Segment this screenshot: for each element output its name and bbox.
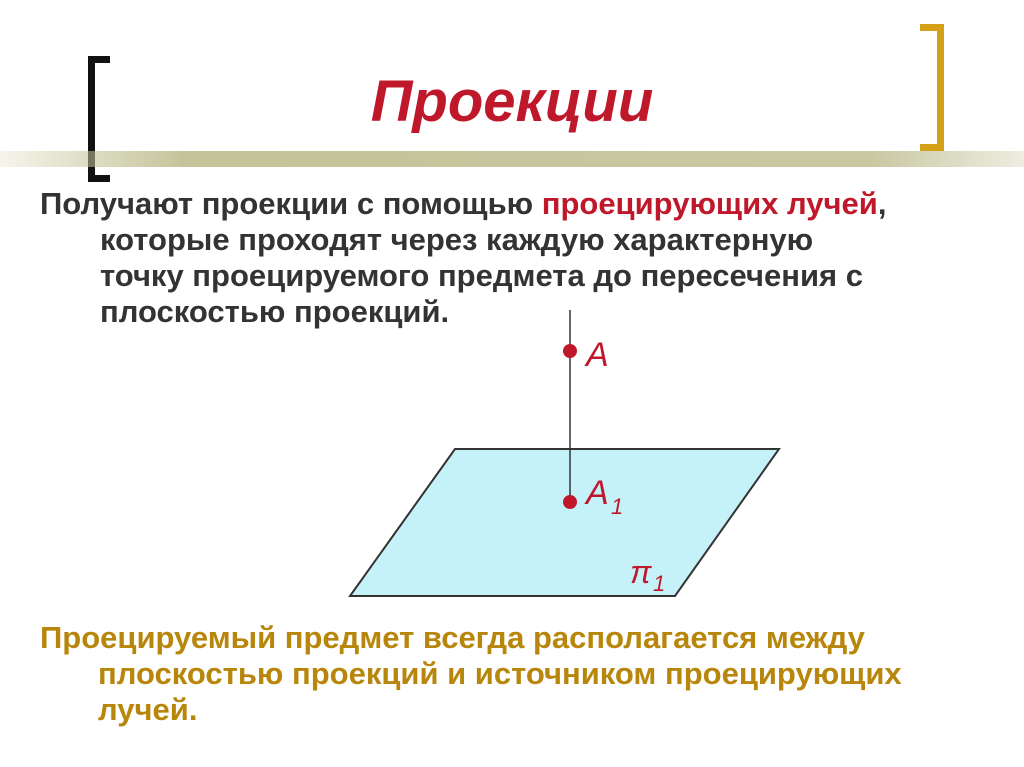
page-title: Проекции (370, 69, 654, 134)
point-a1-subscript: 1 (611, 494, 624, 519)
conclusion-line-3: лучей. (98, 692, 198, 727)
definition-line-3: точку проецируемого предмета до пересечения с (100, 258, 863, 293)
definition-line-1-suffix: , (877, 186, 887, 221)
point-a-marker (563, 344, 577, 358)
projection-plane (350, 449, 779, 596)
plane-pi-subscript: 1 (653, 571, 666, 596)
conclusion-line-1: Проецируемый предмет всегда располагается между (40, 620, 865, 655)
point-a-label: A (586, 336, 609, 374)
plane-pi-label: π (630, 554, 652, 590)
highlight-projecting-rays: проецирующих лучей (541, 186, 878, 221)
point-a1-marker (563, 495, 577, 509)
definition-line-4: плоскостью проекций. (100, 294, 450, 329)
definition-line-1-prefix: Получают проекции с помощью (40, 186, 542, 221)
definition-line-2: которые проходят через каждую характерную (100, 222, 814, 257)
point-a1-label: A (586, 474, 609, 512)
conclusion-line-2: плоскостью проекций и источником проецирующих (98, 656, 902, 691)
conclusion-paragraph (40, 620, 1020, 728)
